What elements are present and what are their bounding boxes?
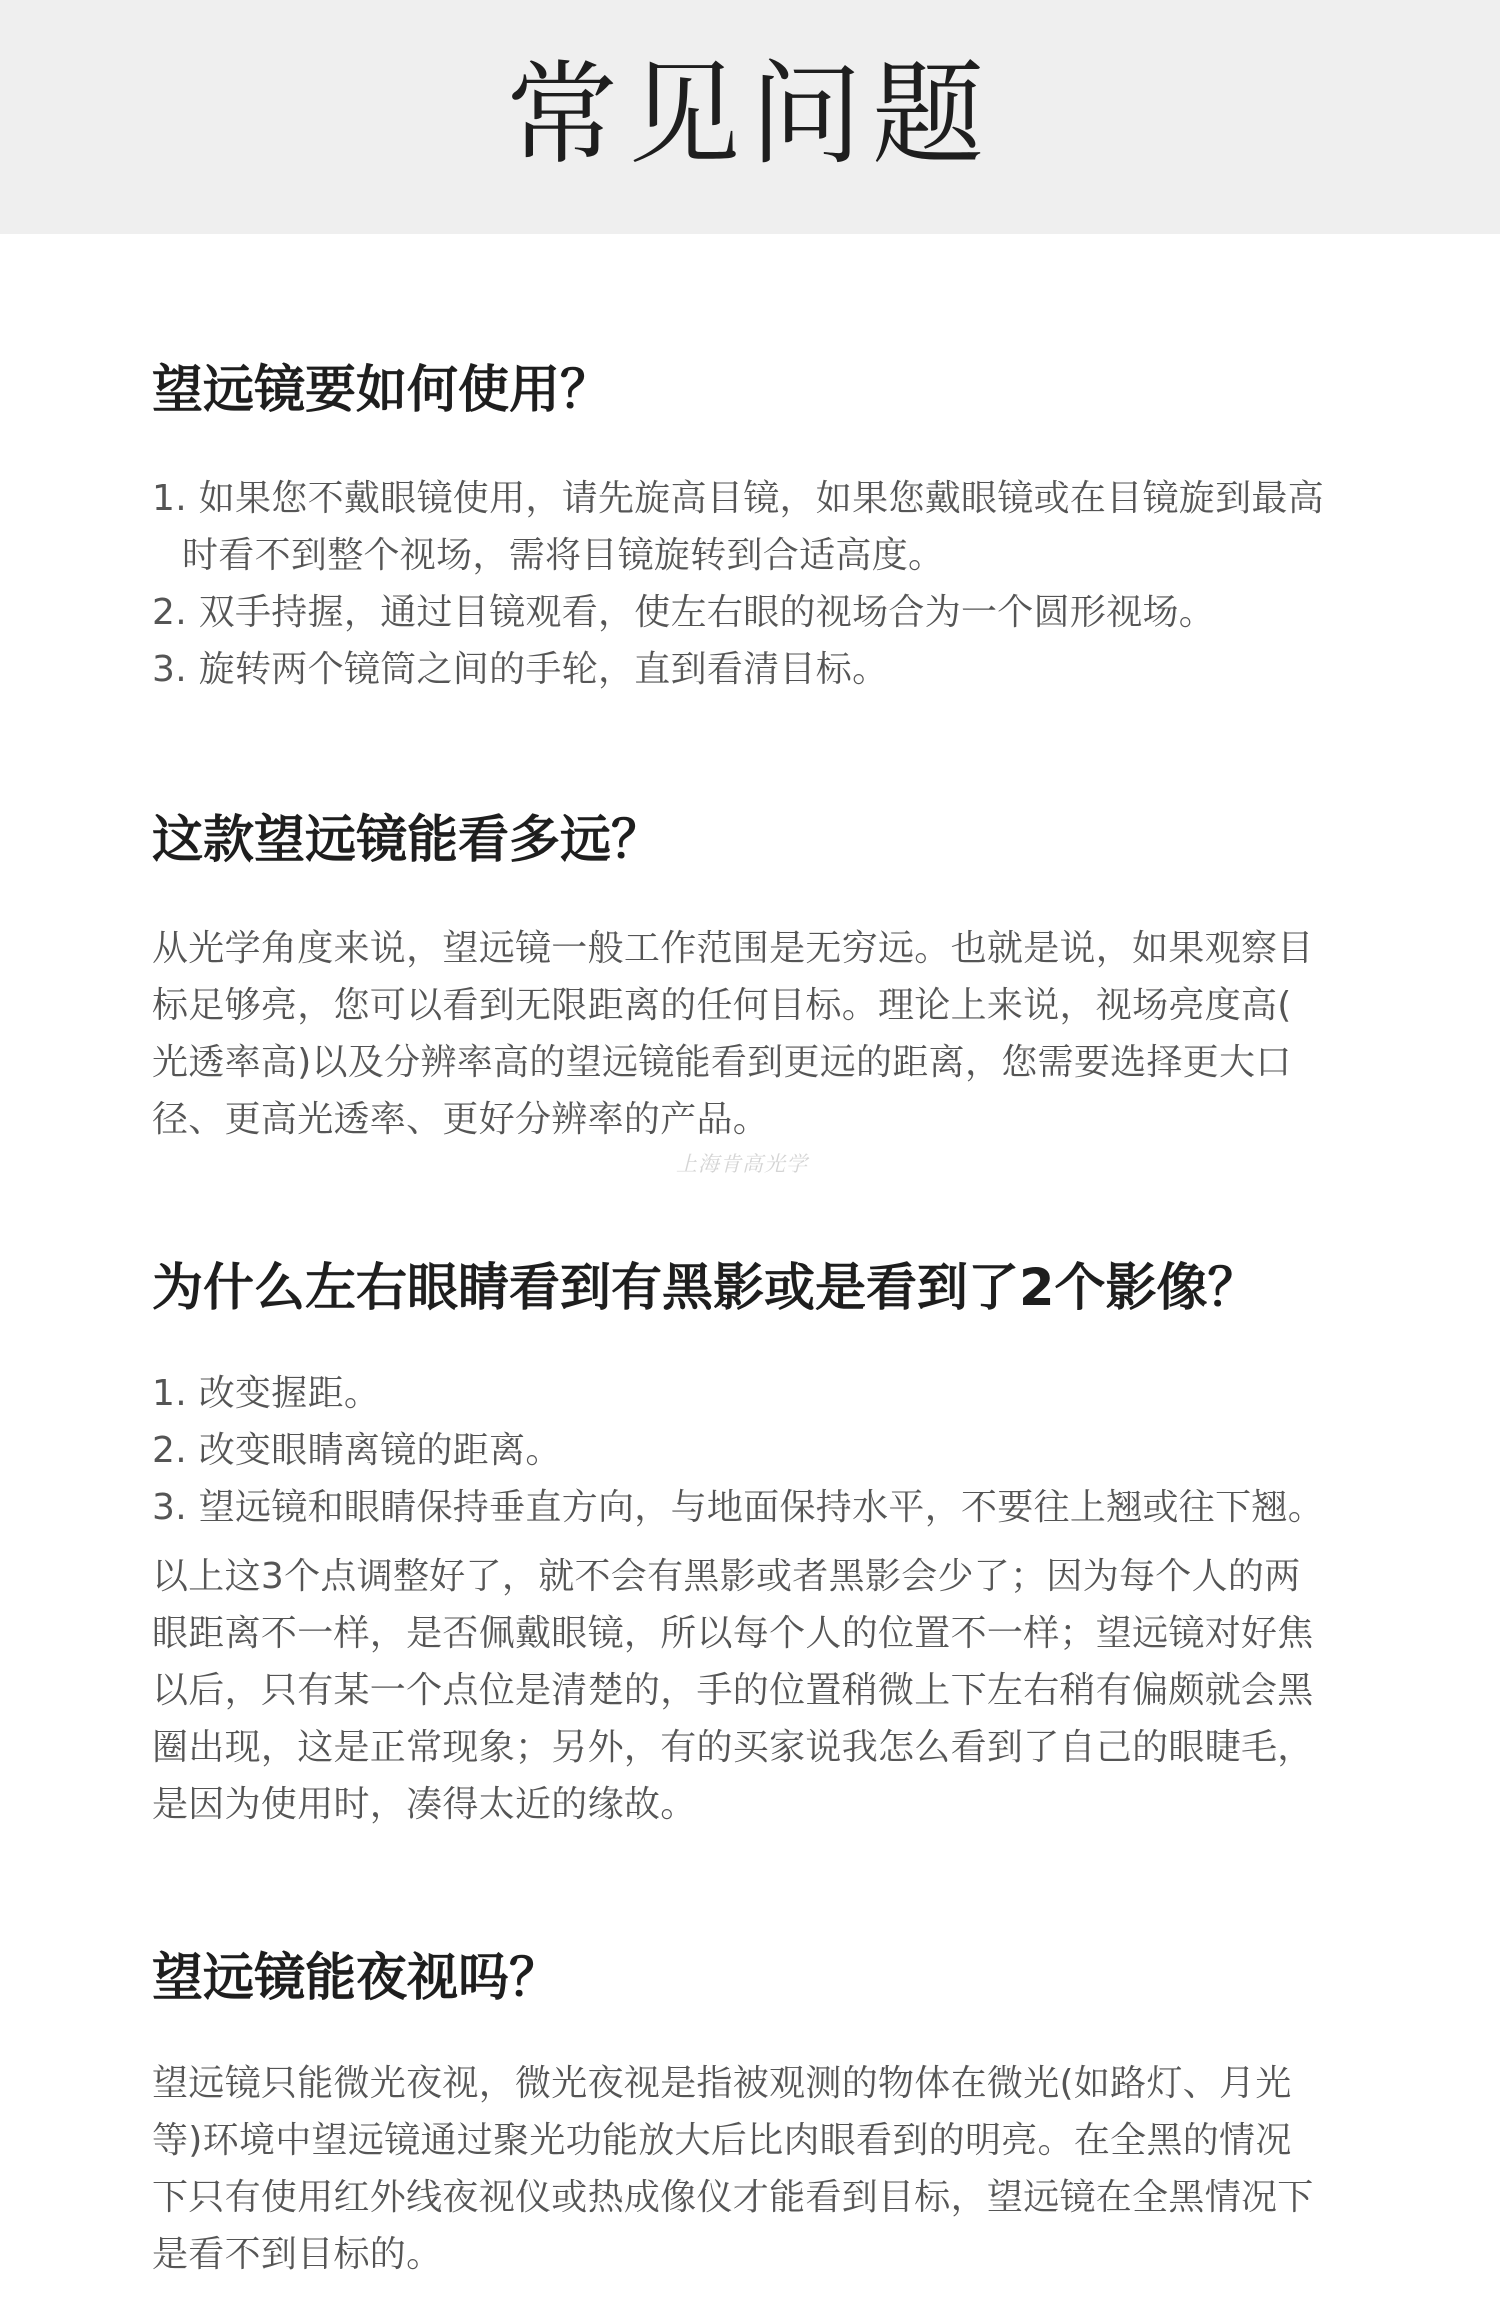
answer-line: 3. 望远镜和眼睛保持垂直方向，与地面保持水平，不要往上翘或往下翘。 (152, 1487, 1324, 1528)
answer-line: 时看不到整个视场，需将目镜旋转到合适高度。 (182, 535, 945, 576)
answer-line: 2. 改变眼睛离镜的距离。 (152, 1430, 562, 1471)
answer-line: 1. 改变握距。 (152, 1373, 381, 1414)
answer-line: 望远镜只能微光夜视，微光夜视是指被观测的物体在微光(如路灯、月光 (152, 2063, 1292, 2104)
answer-line: 圈出现，这是正常现象；另外，有的买家说我怎么看到了自己的眼睫毛， (152, 1727, 1314, 1768)
paragraph-gap (152, 1536, 1362, 1548)
faq-answer-range (152, 920, 1362, 1148)
answer-line: 3. 旋转两个镜筒之间的手轮，直到看清目标。 (152, 649, 889, 690)
answer-line: 是看不到目标的。 (152, 2234, 443, 2275)
answer-line: 以上这3个点调整好了，就不会有黑影或者黑影会少了；因为每个人的两 (152, 1556, 1301, 1597)
faq-answer-night-vision (152, 2055, 1362, 2283)
faq-answer-shadow (152, 1365, 1362, 1833)
answer-line: 眼距离不一样，是否佩戴眼镜，所以每个人的位置不一样；望远镜对好焦 (152, 1613, 1314, 1654)
answer-line: 径、更高光透率、更好分辨率的产品。 (152, 1099, 770, 1140)
answer-line: 下只有使用红外线夜视仪或热成像仪才能看到目标，望远镜在全黑情况下 (152, 2177, 1314, 2218)
answer-line: 以后，只有某一个点位是清楚的，手的位置稍微上下左右稍有偏颇就会黑 (152, 1670, 1314, 1711)
faq-answer-usage (152, 470, 1362, 698)
answer-line: 光透率高)以及分辨率高的望远镜能看到更远的距离，您需要选择更大口 (152, 1042, 1292, 1083)
header-band (0, 0, 1500, 234)
answer-line: 1. 如果您不戴眼镜使用，请先旋高目镜，如果您戴眼镜或在目镜旋到最高 (152, 478, 1324, 519)
answer-line: 2. 双手持握，通过目镜观看，使左右眼的视场合为一个圆形视场。 (152, 592, 1216, 633)
faq-question-usage: 望远镜要如何使用？ (152, 361, 612, 420)
answer-line: 等)环境中望远镜通过聚光功能放大后比肉眼看到的明亮。在全黑的情况 (152, 2120, 1292, 2161)
answer-line: 是因为使用时，凑得太近的缘故。 (152, 1784, 697, 1825)
faq-question-night-vision: 望远镜能夜视吗？ (152, 1949, 561, 2008)
answer-line: 从光学角度来说，望远镜一般工作范围是无穷远。也就是说，如果观察目 (152, 928, 1314, 969)
page-title: 常见问题 (506, 50, 994, 180)
answer-line: 标足够亮，您可以看到无限距离的任何目标。理论上来说，视场亮度高( (152, 985, 1292, 1026)
faq-question-shadow: 为什么左右眼睛看到有黑影或是看到了2个影像？ (152, 1259, 1259, 1318)
faq-question-range: 这款望远镜能看多远？ (152, 811, 663, 870)
watermark-text: 上海肯高光学 (676, 1152, 808, 1176)
